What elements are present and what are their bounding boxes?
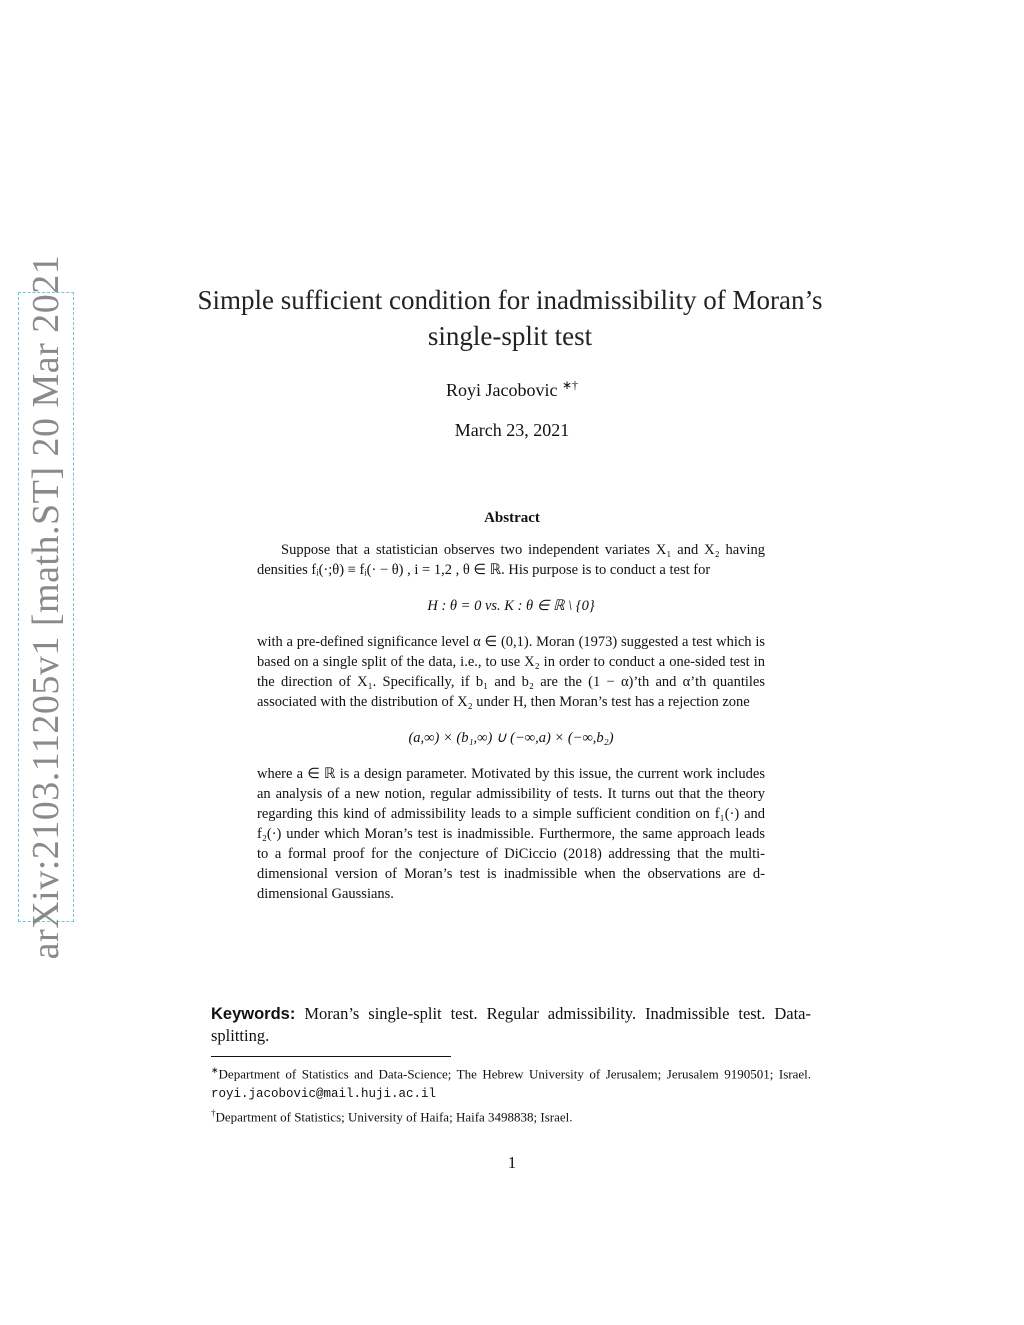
footnote-1-mark: ∗ [211,1065,219,1075]
abstract-body [257,540,765,904]
footnote-2-mark: † [211,1108,216,1119]
keywords-label: Keywords: [211,1005,296,1023]
page-number: 1 [507,1153,517,1172]
author-line [0,378,1024,401]
abstract-paragraph-3: where a ∈ ℝ is a design parameter. Motivated by this issue, the current work includes an analysis of a new notion, regular admissibility of tests. It turns out that the theory regarding this kind of admissibility leads to a simple sufficient condition on f₁(·) and f₂(·) under which Moran’s test is inadmissible. Furthermore, the same approach leads to a formal proof for the conjecture of DiCiccio (2018) addressing that the multi-dimensional version of Moran’s test is inadmissible when the observations are d-dimensional Gaussians. [257,766,765,902]
abstract-paragraph-1: Suppose that a statistician observes two independent variates X₁ and X₂ having densities fᵢ(·;θ) ≡ fᵢ(· − θ) , i = 1,2 , θ ∈ ℝ. His purpose is to conduct a test for [257,542,765,578]
author-footnote-marks: ∗† [561,378,579,392]
author-email: royi.jacobovic@mail.huji.ac.il [211,1087,437,1102]
keywords-section [211,1003,811,1047]
abstract-heading: Abstract [484,510,540,526]
arxiv-identifier: arXiv:2103.11205v1 [math.ST] 20 Mar 2021 [25,254,67,960]
keywords-text: Moran’s single-split test. Regular admissibility. Inadmissible test. Data-splitting. [211,1004,812,1045]
paper-date: March 23, 2021 [454,420,570,440]
footnote-rule [211,1056,451,1057]
footnote-2-text: Department of Statistics; University of Haifa; Haifa 3498838; Israel. [215,1109,573,1125]
rejection-zone-equation: (a,∞) × (b₁,∞) ∪ (−∞,a) × (−∞,b₂) [408,730,614,746]
footnote-1 [211,1061,811,1104]
footnotes [211,1061,811,1127]
footnote-2 [211,1104,811,1126]
hypothesis-equation: H : θ = 0 vs. K : θ ∈ ℝ \ {0} [427,598,595,614]
abstract-paragraph-2: with a pre-defined significance level α ∈ (0,1). Moran (1973) suggested a test which is based on a single split of the data, i.e., to use X₂ in order to conduct a one-sided test in the direction of X₁. Specifically, if b₁ and b₂ are the (1 − α)’th and α’th quantiles associated with the distribution of X₂ under H, then Moran’s test has a rejection zone [257,634,765,710]
author-name: Royi Jacobovic [445,380,558,400]
paper-title: Simple sufficient condition for inadmissibility of Moran’s single-split test [197,285,823,351]
footnote-1-text: Department of Statistics and Data-Science; The Hebrew University of Jerusalem; Jerusalem 9190501; Israel. [218,1066,811,1082]
